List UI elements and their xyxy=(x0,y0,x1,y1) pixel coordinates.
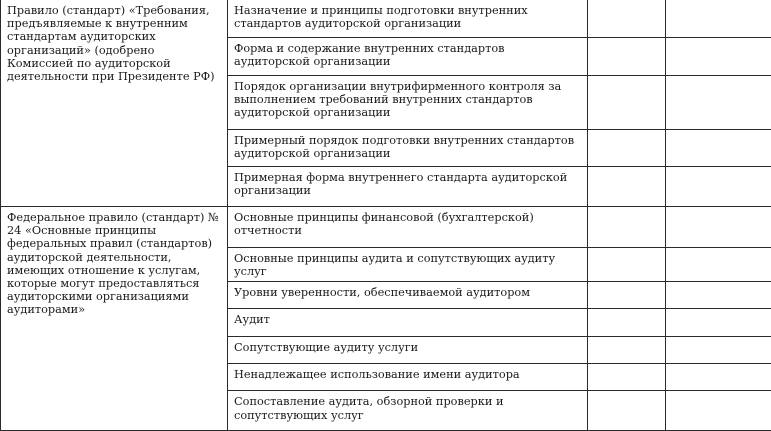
empty-cell xyxy=(588,309,666,337)
topic-cell xyxy=(228,167,588,207)
topic-cell xyxy=(228,38,588,76)
topic-cell xyxy=(228,309,588,337)
empty-cell xyxy=(588,248,666,282)
topic-text: Назначение и принципы подготовки внутренних стандартов аудиторской организации xyxy=(234,4,581,30)
empty-cell xyxy=(666,248,771,282)
empty-cell xyxy=(588,391,666,431)
standard-cell xyxy=(1,207,228,431)
topic-cell xyxy=(228,248,588,282)
empty-cell xyxy=(666,309,771,337)
empty-cell xyxy=(666,76,771,130)
topic-text: Форма и содержание внутренних стандартов аудиторской организации xyxy=(234,42,581,68)
empty-cell xyxy=(666,282,771,309)
standard-title: Федеральное правило (стандарт) № 24 «Основные принципы федеральных правил (стандартов) аудиторской деятельности, имеющих отношение к услугам, которые могут предоставляться аудиторскими организациями аудиторами» xyxy=(7,211,221,317)
empty-cell xyxy=(588,38,666,76)
topic-cell xyxy=(228,282,588,309)
topic-text: Порядок организации внутрифирменного контроля за выполнением требований внутренних стандартов аудиторской организации xyxy=(234,80,581,120)
topic-text: Основные принципы финансовой (бухгалтерской) отчетности xyxy=(234,211,581,237)
empty-cell xyxy=(588,76,666,130)
topic-text: Аудит xyxy=(234,313,581,326)
empty-cell xyxy=(666,364,771,391)
topic-cell xyxy=(228,364,588,391)
topic-cell xyxy=(228,337,588,364)
topic-cell xyxy=(228,0,588,38)
topic-text: Примерный порядок подготовки внутренних стандартов аудиторской организации xyxy=(234,134,581,160)
topic-text: Сопоставление аудита, обзорной проверки и сопутствующих услуг xyxy=(234,395,581,421)
topic-cell xyxy=(228,391,588,431)
empty-cell xyxy=(588,0,666,38)
empty-cell xyxy=(666,130,771,167)
table-row xyxy=(1,207,771,248)
empty-cell xyxy=(666,167,771,207)
topic-cell xyxy=(228,207,588,248)
empty-cell xyxy=(588,130,666,167)
standard-title: Правило (стандарт) «Требования, предъявляемые к внутренним стандартам аудиторских организаций» (одобрено Комиссией по аудиторской деятельности при Президенте РФ) xyxy=(7,4,221,83)
empty-cell xyxy=(666,38,771,76)
empty-cell xyxy=(588,364,666,391)
standard-cell xyxy=(1,0,228,207)
empty-cell xyxy=(666,337,771,364)
topic-text: Сопутствующие аудиту услуги xyxy=(234,341,581,354)
topic-text: Примерная форма внутреннего стандарта аудиторской организации xyxy=(234,171,581,197)
empty-cell xyxy=(666,207,771,248)
empty-cell xyxy=(588,337,666,364)
topic-text: Ненадлежащее использование имени аудитора xyxy=(234,368,581,381)
empty-cell xyxy=(588,282,666,309)
topic-cell xyxy=(228,76,588,130)
table-row xyxy=(1,0,771,38)
topic-text: Основные принципы аудита и сопутствующих аудиту услуг xyxy=(234,252,581,278)
empty-cell xyxy=(588,207,666,248)
topic-text: Уровни уверенности, обеспечиваемой аудитором xyxy=(234,286,581,299)
empty-cell xyxy=(666,391,771,431)
topic-cell xyxy=(228,130,588,167)
empty-cell xyxy=(588,167,666,207)
empty-cell xyxy=(666,0,771,38)
